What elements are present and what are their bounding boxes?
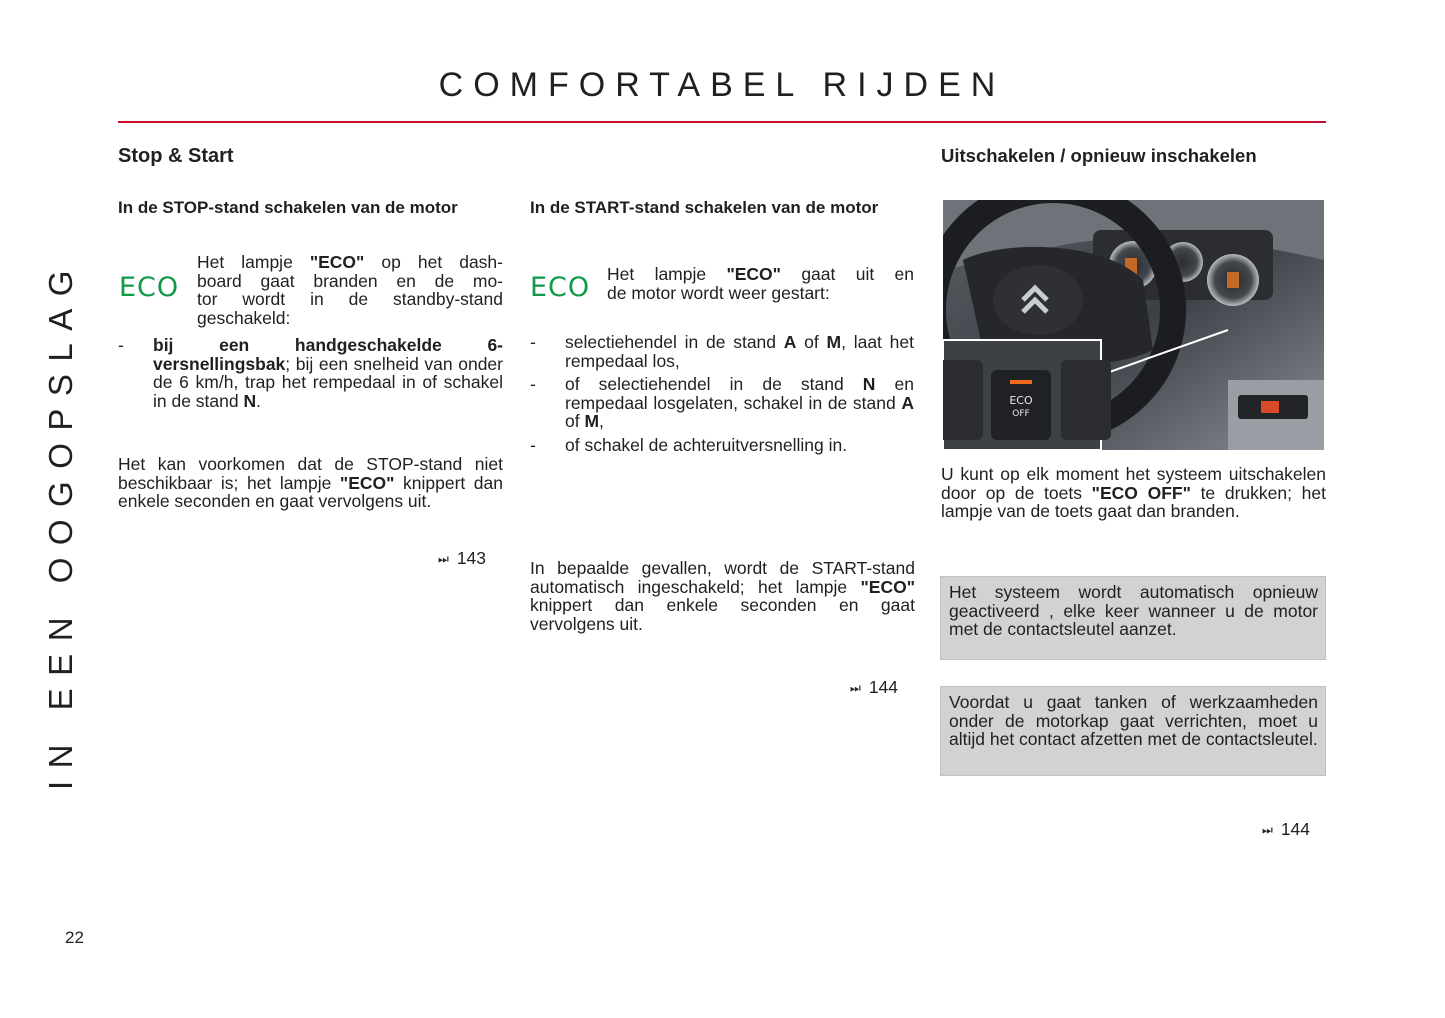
subheading-start-mode: In de START-stand schakelen van de motor — [530, 198, 879, 217]
stop-intro-line-4: geschakeld: — [197, 307, 291, 328]
note-refuelling-text: Voordat u gaat tanken of werkzaamheden onder de motorkap gaat verrichten, moet u altijd het contact afzetten met de contactsleutel. — [949, 692, 1318, 749]
start-intro-line-2: de motor wordt weer gestart: — [607, 282, 830, 303]
eco-off-button-label-line1: ECO — [1009, 394, 1033, 407]
eco-lamp-icon: ECO — [119, 272, 180, 303]
page-reference-icon: ⏭ — [1262, 823, 1273, 837]
page-reference[interactable]: ⏭ 144 — [1262, 819, 1311, 839]
eco-off-button-label-line2: OFF — [1012, 409, 1030, 419]
stop-bullet: - bij een handgeschakelde 6-versnellingsbak; bij een snelheid van onder de 6 km/h, trap het rempedaal in of schakel in de stand N. — [118, 335, 503, 411]
stop-intro-line-3: tor wordt in de standby-stand — [197, 289, 503, 309]
stop-intro-line-2: board gaat branden en de mo- — [197, 270, 503, 291]
eco-lamp-icon: ECO — [530, 272, 591, 303]
start-bullet-2: - of selectiehendel in de stand N en rempedaal losgelaten, schakel in de stand A of M, — [530, 374, 914, 431]
start-auto-paragraph: In bepaalde gevallen, wordt de START-stand automatisch ingeschakeld; het lampje "ECO" knippert dan enkele seconden en gaat vervolgens uit. — [530, 558, 915, 634]
page-title: COMFORTABEL RIJDEN — [438, 66, 1006, 104]
start-bullet-3: - of schakel de achteruitversnelling in. — [530, 435, 848, 455]
stop-unavailable-paragraph: Het kan voorkomen dat de STOP-stand niet beschikbaar is; het lampje "ECO" knippert dan enkele seconden en gaat vervolgens uit. — [118, 454, 503, 511]
page-reference-icon: ⏭ — [438, 552, 449, 566]
page-reference[interactable]: ⏭ 144 — [850, 677, 899, 697]
section-title-stop-start: Stop & Start — [118, 145, 234, 167]
side-title-text: IN EEN OOGOPSLAG — [42, 258, 79, 790]
subheading-stop-mode: In de STOP-stand schakelen van de motor — [118, 198, 458, 217]
note-box-reactivation — [940, 576, 1326, 660]
section-title-disable: Uitschakelen / opnieuw inschakelen — [941, 145, 1257, 166]
start-intro-line-1: Het lampje "ECO" gaat uit en — [607, 264, 914, 284]
note-reactivation-text: Het systeem wordt automatisch opnieuw geactiveerd , elke keer wanneer u de motor met de contactsleutel aanzet. — [949, 582, 1318, 639]
title-divider — [118, 121, 1326, 123]
stop-intro — [197, 253, 503, 327]
note-box-refuelling — [940, 686, 1326, 776]
page-reference[interactable]: ⏭ 143 — [438, 548, 487, 568]
stop-intro-line-1: Het lampje "ECO" op het dash- — [197, 252, 503, 272]
start-bullet-1: - selectiehendel in de stand A of M, laat het rempedaal los, — [530, 332, 914, 371]
start-intro — [607, 265, 914, 302]
page-number: 22 — [65, 928, 84, 947]
page-reference-icon: ⏭ — [850, 681, 861, 695]
disable-paragraph: U kunt op elk moment het systeem uitschakelen door op de toets "ECO OFF" te drukken; het lampje van de toets gaat dan branden. — [941, 464, 1326, 521]
dashboard-photo — [943, 200, 1324, 450]
